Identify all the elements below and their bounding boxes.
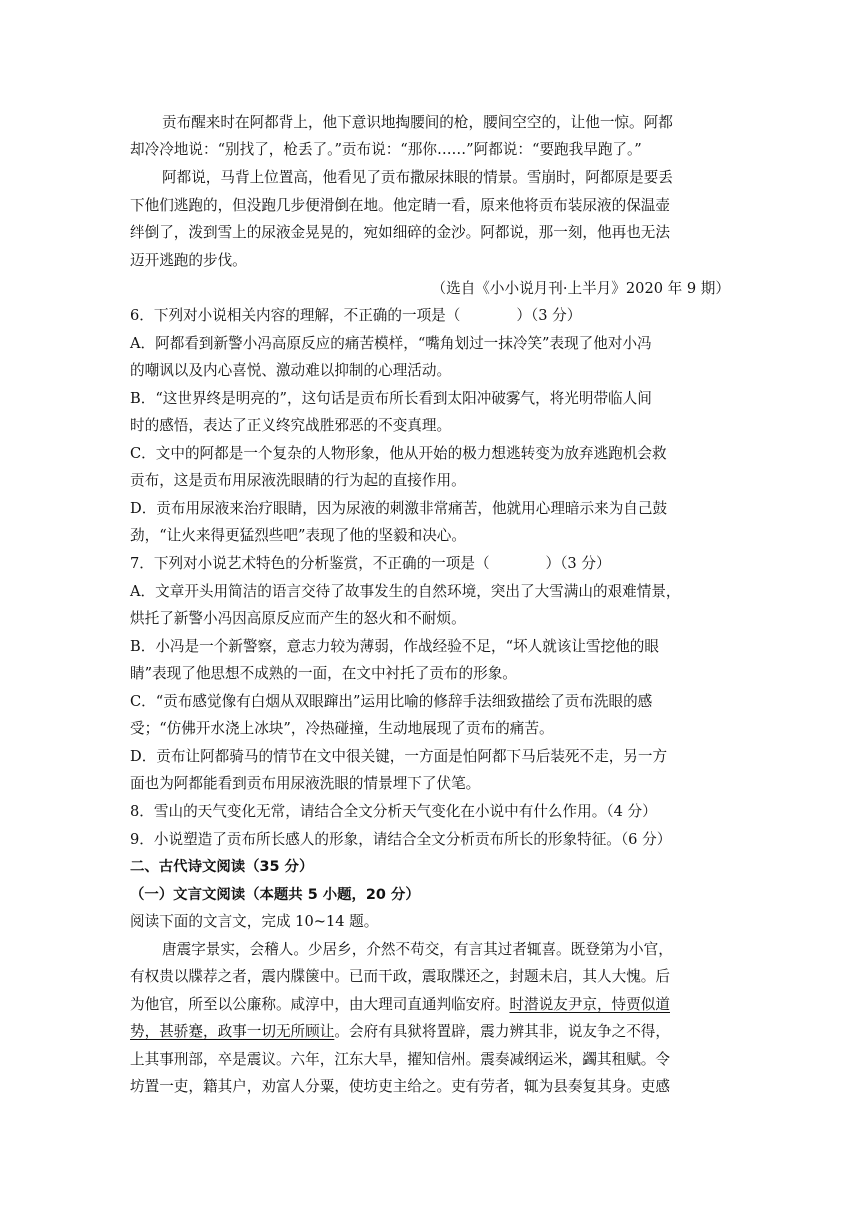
question-7-option-d-line-2: 面也为阿都能看到贡布用尿液洗眼的情景埋下了伏笔。 [130, 775, 481, 792]
question-6-option-a-line-2: 的嘲讽以及内心喜悦、激动难以抑制的心理活动。 [130, 362, 452, 379]
story-paragraph-1-line-1: 贡布醒来时在阿都背上，他下意识地掏腰间的枪，腰间空空的，让他一惊。阿都 [162, 114, 673, 131]
question-7-option-d-line-1: D．贡布让阿都骑马的情节在文中很关键，一方面是怕阿都下马后装死不走，另一方 [130, 748, 668, 765]
story-paragraph-2-line-1: 阿都说，马背上位置高，他看见了贡布撒尿抹眼的情景。雪崩时，阿都原是要丢 [162, 169, 673, 186]
passage-line-3-text: 为他官，所至以公廉称。咸淳中，由大理司直通判临安府。 [130, 996, 510, 1013]
question-8: 8．雪山的天气变化无常，请结合全文分析天气变化在小说中有什么作用。（4 分） [130, 803, 657, 820]
question-6-stem-text: 6．下列对小说相关内容的理解，不正确的一项是（ [130, 307, 461, 324]
question-6-score: ）（3 分） [516, 307, 582, 324]
question-7-stem [130, 554, 730, 574]
question-7-option-c-line-2: 受；“仿佛开水浇上冰块”，冷热碰撞，生动地展现了贡布的痛苦。 [130, 720, 554, 737]
story-paragraph-2-line-3: 绊倒了，泼到雪上的尿液金晃晃的，宛如细碎的金沙。阿都说，那一刻，他再也无法 [130, 224, 670, 241]
story-paragraph-2-line-4: 迈开逃跑的步伐。 [130, 252, 247, 269]
classical-passage-line-4 [130, 1022, 730, 1042]
question-6-option-a-line-1: A．阿都看到新警小冯高原反应的痛苦模样，“嘴角划过一抹冷笑”表现了他对小冯 [130, 335, 652, 352]
underlined-sentence-part-2: 势，甚骄蹇，政事一切无所顾让 [130, 1023, 335, 1040]
classical-passage-line-5: 上其事刑部，卒是震议。六年，江东大旱，擢知信州。震奏减纲运米，蠲其租赋。令 [130, 1051, 670, 1068]
story-paragraph-2-line-2: 下他们逃跑的，但没跑几步便滑倒在地。他定睛一看，原来他将贡布装尿液的保温壶 [130, 197, 670, 214]
question-7-option-a-line-2: 烘托了新警小冯因高原反应而产生的怒火和不耐烦。 [130, 610, 466, 627]
classical-passage-line-6: 坊置一吏，籍其户，劝富人分粟，使坊吏主给之。吏有劳者，辄为县奏复其身。吏感 [130, 1078, 670, 1095]
question-6-stem [130, 306, 730, 326]
story-paragraph-1-line-2: 却冷冷地说：“别找了，枪丢了。”贡布说：“那你……”阿都说：“要跑我早跑了。” [130, 141, 642, 158]
question-7-option-a-line-1: A．文章开头用简洁的语言交待了故事发生的自然环境，突出了大雪满山的艰难情景， [130, 583, 681, 600]
classical-passage-line-2: 有权贵以牒荐之者，震内牒箧中。已而干政，震取牒还之，封题未启，其人大愧。后 [130, 968, 670, 985]
question-6-option-b-line-1: B．“这世界终是明亮的”，这句话是贡布所长看到太阳冲破雾气，将光明带临人间 [130, 390, 652, 407]
subsection-1-heading: （一）文言文阅读（本题共 5 小题，20 分） [130, 887, 420, 903]
question-7-option-b-line-2: 睛”表现了他思想不成熟的一面，在文中衬托了贡布的形象。 [130, 665, 517, 682]
underlined-sentence-part-1: 时潜说友尹京，恃贾似道 [509, 996, 670, 1013]
reading-instruction: 阅读下面的文言文，完成 10~14 题。 [130, 913, 379, 930]
question-7-stem-text: 7．下列对小说艺术特色的分析鉴赏，不正确的一项是（ [130, 555, 490, 572]
question-6-option-d-line-1: D．贡布用尿液来治疗眼睛，因为尿液的刺激非常痛苦，他就用心理暗示来为自己鼓 [130, 500, 668, 517]
question-6-option-c-line-1: C．文中的阿都是一个复杂的人物形象，他从开始的极力想逃转变为放弃逃跑机会救 [130, 445, 667, 462]
section-2-heading: 二、古代诗文阅读（35 分） [130, 859, 314, 875]
classical-passage-line-3 [130, 995, 730, 1015]
source-citation: （选自《小小说月刊·上半月》2020 年 9 期） [431, 280, 730, 297]
classical-passage-line-1: 唐震字景实，会稽人。少居乡，介然不苟交，有言其过者辄喜。既登第为小官， [162, 941, 673, 958]
question-6-option-c-line-2: 贡布，这是贡布用尿液洗眼睛的行为起的直接作用。 [130, 472, 466, 489]
question-7-option-c-line-1: C．“贡布感觉像有白烟从双眼蹿出”运用比喻的修辞手法细致描绘了贡布洗眼的感 [130, 693, 653, 710]
passage-line-4-text: 。会府有具狱将置辟，震力辨其非，说友争之不得， [334, 1023, 670, 1040]
question-7-option-b-line-1: B．小冯是一个新警察，意志力较为薄弱，作战经验不足，“坏人就该让雪挖他的眼 [130, 638, 659, 655]
question-6-option-d-line-2: 劲，“让火来得更猛烈些吧”表现了他的坚毅和决心。 [130, 527, 466, 544]
question-7-score: ）（3 分） [545, 555, 611, 572]
question-9: 9．小说塑造了贡布所长感人的形象，请结合全文分析贡布所长的形象特征。（6 分） [130, 831, 672, 848]
question-6-option-b-line-2: 时的感悟，表达了正义终究战胜邪恶的不变真理。 [130, 417, 452, 434]
